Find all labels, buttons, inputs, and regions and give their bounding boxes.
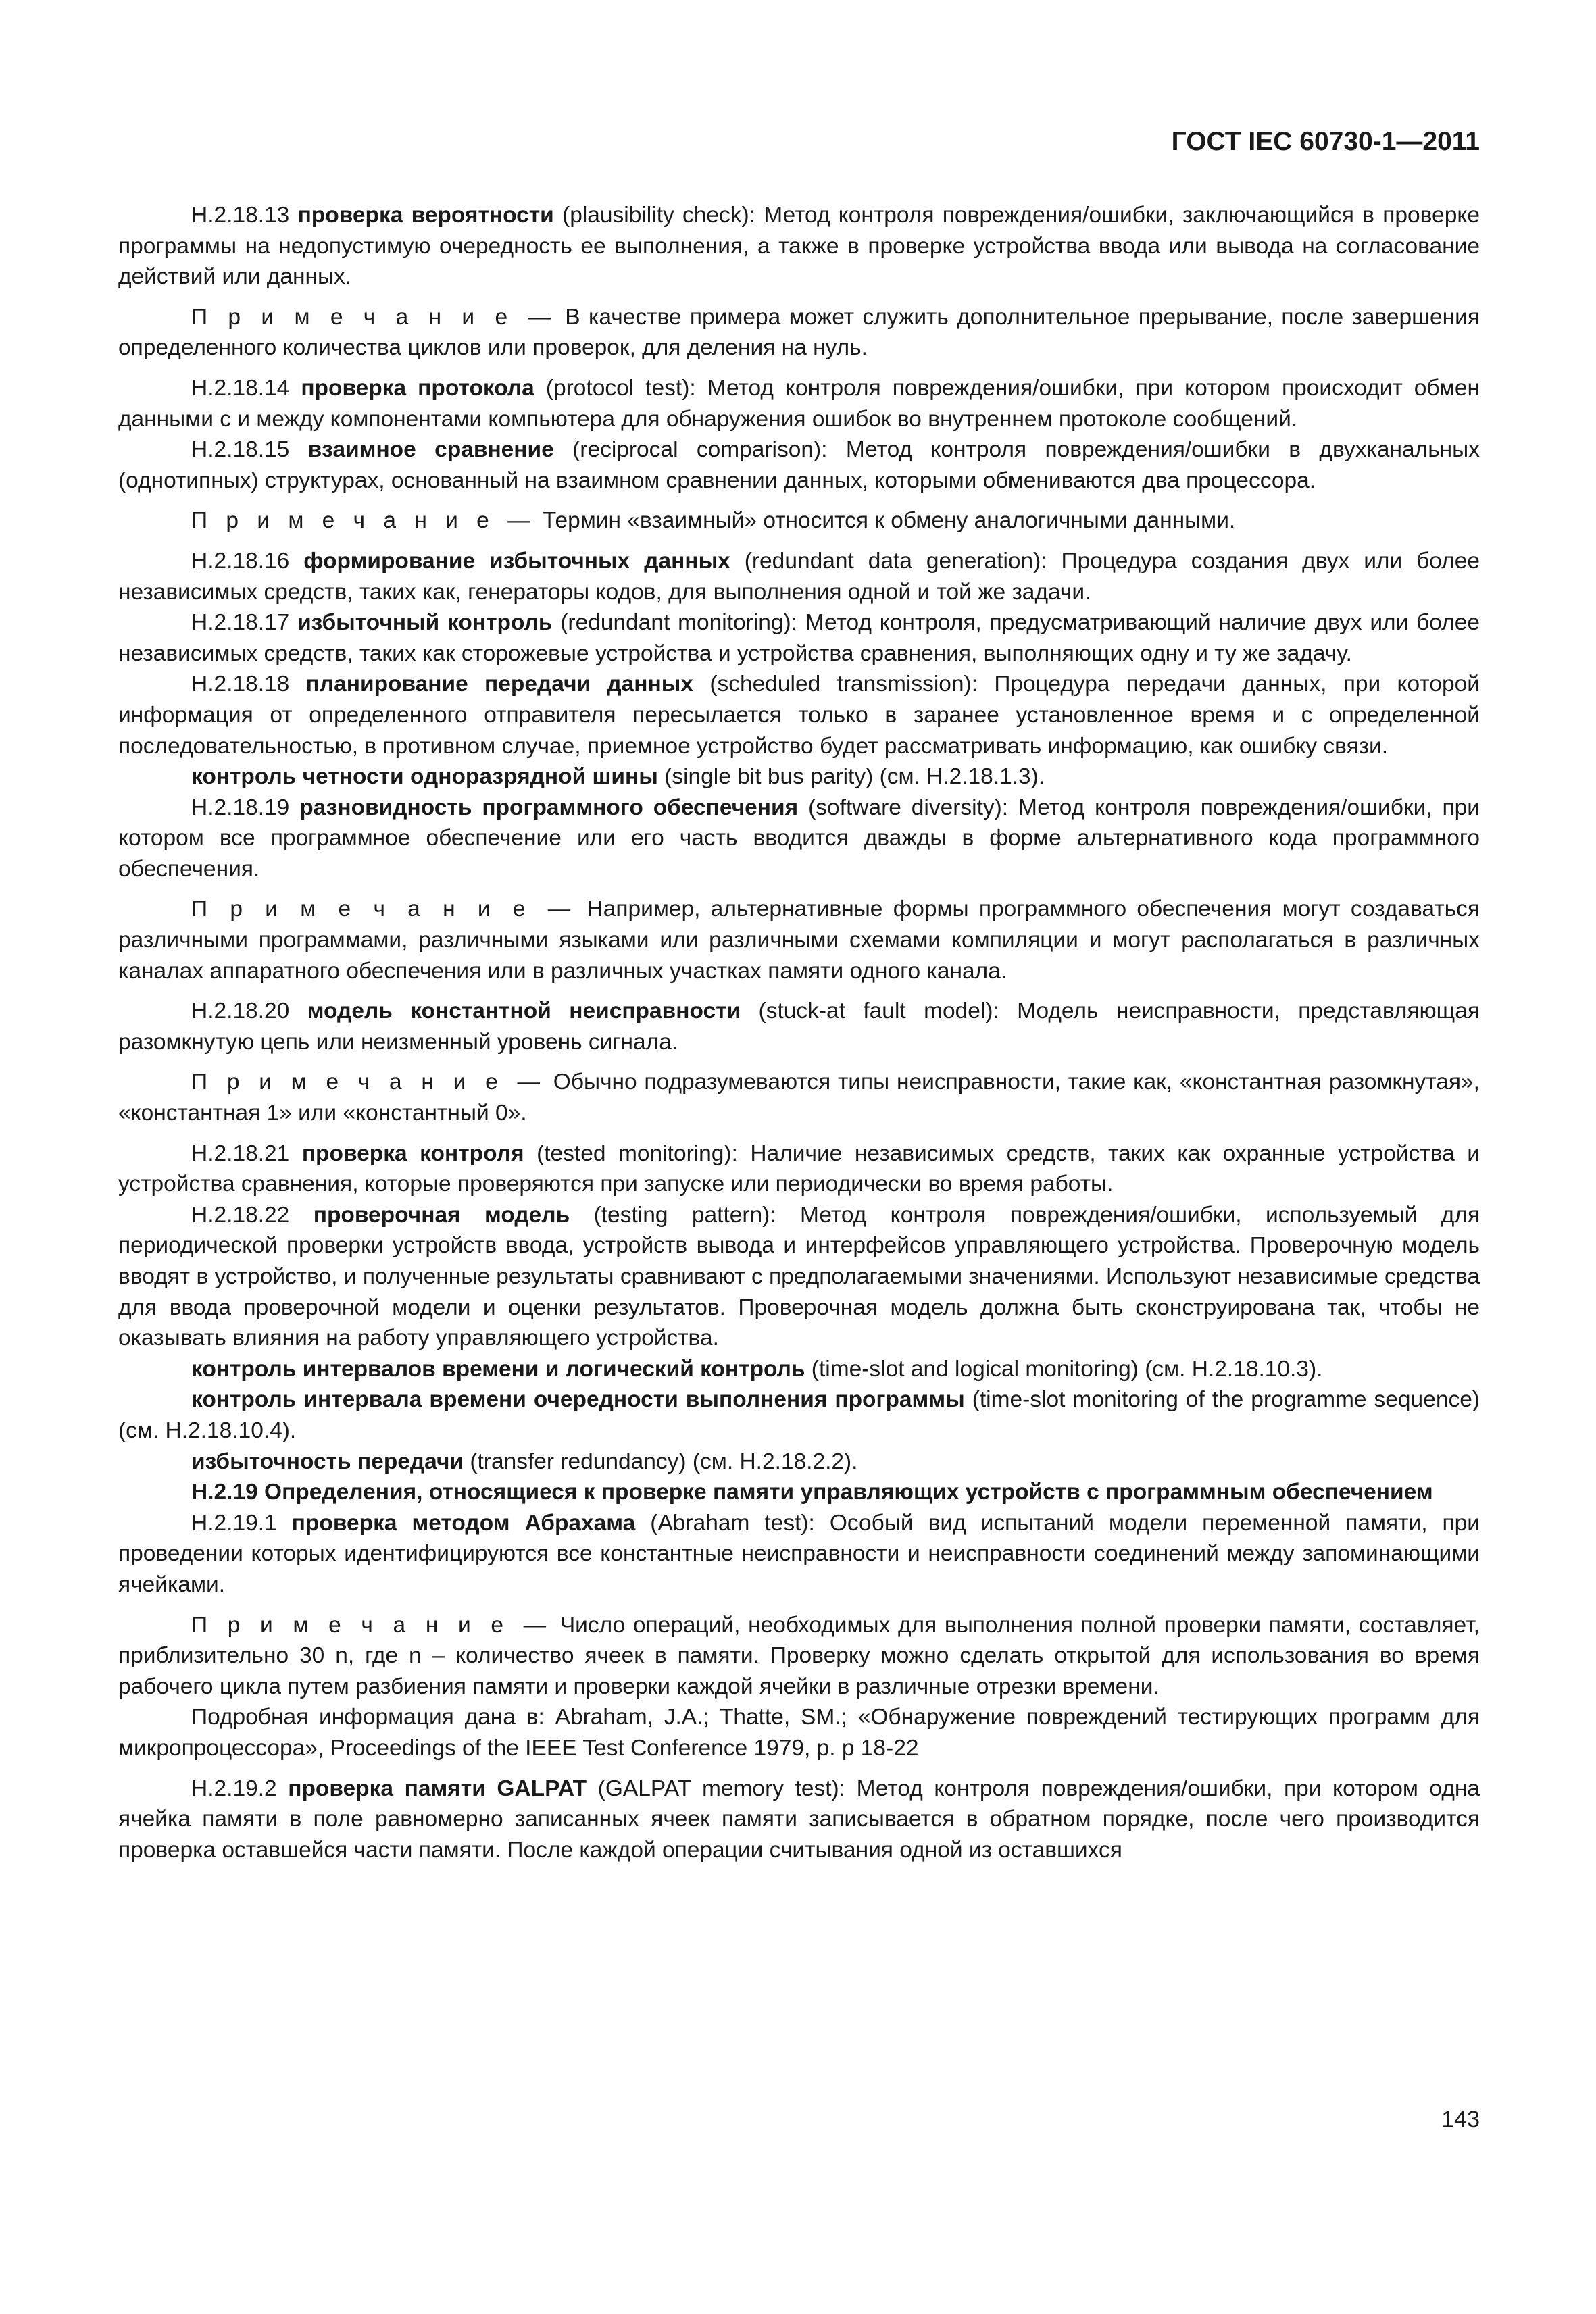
clause-number: H.2.18.18 — [191, 672, 290, 697]
definition-paragraph — [118, 373, 1480, 434]
definition-text: (tested monitoring): Наличие независимых средств, таких как охранные устройства и устройства сравнения, которые проверяются при запуске или периодически во время работы. — [118, 1140, 1480, 1197]
definition-text: (stuck-at fault model): Модель неисправности, представляющая разомкнутую цепь или неизменный уровень сигнала. — [118, 999, 1480, 1055]
page-number: 143 — [1441, 2107, 1480, 2132]
defined-term: формирование избыточных данных — [303, 548, 730, 574]
definition-paragraph — [118, 1508, 1480, 1601]
defined-term: проверка методом Абрахама — [291, 1510, 636, 1536]
definition-text: (testing pattern): Метод контроля повреждения/ошибки, используемый для периодической проверки устройств ввода, устройств вывода и интерфейсов управляющего устройства. Проверочную модель вводят в устройство, и полученные результаты сравнивают с предполагаемыми значениями. Используют независимые средства для ввода проверочной модели и оценки результатов. Проверочная модель должна быть сконструирована так, чтобы не оказывать влияния на работу управляющего устройства. — [118, 1202, 1480, 1351]
note-text: Обычно подразумеваются типы неисправности, такие как, «константная разомкнутая», «константная 1» или «константный 0». — [118, 1070, 1480, 1126]
note-paragraph — [118, 1610, 1480, 1703]
note-text: В качестве примера может служить дополнительное прерывание, после завершения определенного количества циклов или проверок, для деления на нуль. — [118, 304, 1480, 361]
definition-text: (redundant data generation): Процедура создания двух или более независимых средств, таких как, генераторы кодов, для выполнения одной и той же задачи. — [118, 548, 1480, 605]
note-label: П р и м е ч а н и е — — [191, 1070, 547, 1095]
note-label: П р и м е ч а н и е — — [191, 1612, 553, 1638]
definition-text: (protocol test): Метод контроля повреждения/ошибки, при котором происходит обмен данными с и между компонентами компьютера для обнаружения ошибок во внутреннем протоколе сообщений. — [118, 375, 1480, 432]
defined-term: планирование передачи данных — [305, 672, 694, 697]
definition-paragraph — [118, 669, 1480, 761]
definition-text: (redundant monitoring): Метод контроля, предусматривающий наличие двух или более независимых средств, таких как сторожевые устройства и устройства сравнения, выполняющих одну и ту же задачу. — [118, 610, 1480, 666]
defined-term: проверочная модель — [313, 1202, 570, 1228]
note-paragraph — [118, 1067, 1480, 1128]
clause-number: H.2.18.22 — [191, 1202, 290, 1228]
definition-text: (time-slot and logical monitoring) (см. H.2.18.10.3). — [805, 1356, 1323, 1382]
note-text: Число операций, необходимых для выполнения полной проверки памяти, составляет, приблизительно 30 n, где n – количество ячеек в памяти. Проверку можно сделать открытой для использования во время рабочего цикла путем разбиения памяти и проверки каждой ячейки в различные отрезки времени. — [118, 1612, 1480, 1699]
clause-number: H.2.18.21 — [191, 1140, 290, 1166]
crossref-paragraph — [118, 1447, 1480, 1478]
definition-text: (plausibility check): Метод контроля повреждения/ошибки, заключающийся в проверке программы на недопустимую очередность ее выполнения, а также в проверке устройства ввода или вывода на согласование действий или данных. — [118, 203, 1480, 290]
clause-number: H.2.18.14 — [191, 375, 290, 401]
defined-term: взаимное сравнение — [307, 437, 554, 463]
note-text: Термин «взаимный» относится к обмену аналогичными данными. — [536, 508, 1236, 534]
section-heading-text: H.2.19 Определения, относящиеся к проверке памяти управляющих устройств с программным обеспечением — [191, 1480, 1433, 1505]
definition-paragraph — [118, 200, 1480, 293]
defined-term: разновидность программного обеспечения — [299, 795, 799, 820]
crossref-paragraph — [118, 761, 1480, 793]
note-label: П р и м е ч а н и е — — [191, 897, 577, 922]
definition-paragraph — [118, 1138, 1480, 1200]
clause-number: H.2.19.2 — [191, 1776, 277, 1801]
clause-number: H.2.18.20 — [191, 999, 290, 1024]
definition-text: (software diversity): Метод контроля повреждения/ошибки, при котором все программное обеспечение или его часть вводится дважды в форме альтернативного кода программного обеспечения. — [118, 795, 1480, 882]
defined-term: избыточность передачи — [191, 1449, 464, 1474]
definition-text: (GALPAT memory test): Метод контроля повреждения/ошибки, при котором одна ячейка памяти в поле равномерно записанных ячеек памяти записывается в обратном порядке, после чего производится проверка оставшейся части памяти. После каждой операции считывания одной из оставшихся — [118, 1776, 1480, 1863]
note-text: Например, альтернативные формы программного обеспечения могут создаваться различными программами, различными языками или различными схемами компиляции и могут располагаться в различных каналах аппаратного обеспечения или в различных участках памяти одного канала. — [118, 897, 1480, 984]
clause-number: H.2.18.15 — [191, 437, 290, 463]
standard-header: ГОСТ IEC 60730-1—2011 — [1171, 127, 1480, 156]
definition-paragraph — [118, 1200, 1480, 1354]
definition-paragraph — [118, 1774, 1480, 1866]
definition-text: (time-slot monitoring of the programme sequence) (см. H.2.18.10.4). — [118, 1387, 1480, 1443]
note-paragraph — [118, 894, 1480, 986]
section-heading — [118, 1477, 1480, 1508]
defined-term: проверка памяти GALPAT — [288, 1776, 587, 1801]
definition-text: (single bit bus parity) (см. H.2.18.1.3). — [657, 764, 1045, 790]
note-paragraph — [118, 302, 1480, 363]
definition-text: (reciprocal comparison): Метод контроля повреждения/ошибки в двухканальных (однотипных) структурах, основанный на взаимном сравнении данных, которыми обмениваются два процессора. — [118, 437, 1480, 493]
definition-text: (transfer redundancy) (см. H.2.18.2.2). — [464, 1449, 858, 1474]
clause-number: H.2.18.19 — [191, 795, 290, 820]
defined-term: контроль интервала времени очередности выполнения программы — [191, 1387, 965, 1413]
definition-paragraph — [118, 793, 1480, 885]
clause-number: H.2.18.13 — [191, 203, 290, 228]
definition-text: (Abraham test): Особый вид испытаний модели переменной памяти, при проведении которых идентифицируются все константные неисправности и неисправности соединений между запоминающими ячейками. — [118, 1510, 1480, 1597]
note-paragraph — [118, 505, 1480, 536]
clause-number: H.2.18.16 — [191, 548, 290, 574]
note-label: П р и м е ч а н и е — — [191, 508, 537, 534]
defined-term: избыточный контроль — [297, 610, 553, 636]
clause-number: H.2.18.17 — [191, 610, 290, 636]
definition-paragraph — [118, 434, 1480, 496]
reference-paragraph: Подробная информация дана в: Abraham, J.A.; Thatte, SM.; «Обнаружение повреждений тестирующих программ для микропроцессора», Proceedings of the IEEE Test Conference 1979, p. p 18-22 — [118, 1705, 1480, 1761]
defined-term: проверка протокола — [301, 375, 534, 401]
definition-text: (scheduled transmission): Процедура передачи данных, при которой информация от определенного отправителя пересылается только в заранее установленное время и с определенной последовательностью, в противном случае, приемное устройство будет рассматривать информацию, как ошибку связи. — [118, 672, 1480, 759]
clause-number: H.2.19.1 — [191, 1510, 277, 1536]
crossref-paragraph — [118, 1384, 1480, 1446]
definition-paragraph — [118, 546, 1480, 607]
document-body — [118, 200, 1480, 1865]
note-label: П р и м е ч а н и е — — [191, 304, 557, 330]
defined-term: проверка контроля — [301, 1140, 524, 1166]
definition-paragraph — [118, 607, 1480, 669]
defined-term: модель константной неисправности — [307, 999, 741, 1024]
defined-term: проверка вероятности — [297, 203, 554, 228]
definition-paragraph — [118, 996, 1480, 1057]
defined-term: контроль четности одноразрядной шины — [191, 764, 658, 790]
crossref-paragraph — [118, 1354, 1480, 1385]
defined-term: контроль интервалов времени и логический контроль — [191, 1356, 805, 1382]
